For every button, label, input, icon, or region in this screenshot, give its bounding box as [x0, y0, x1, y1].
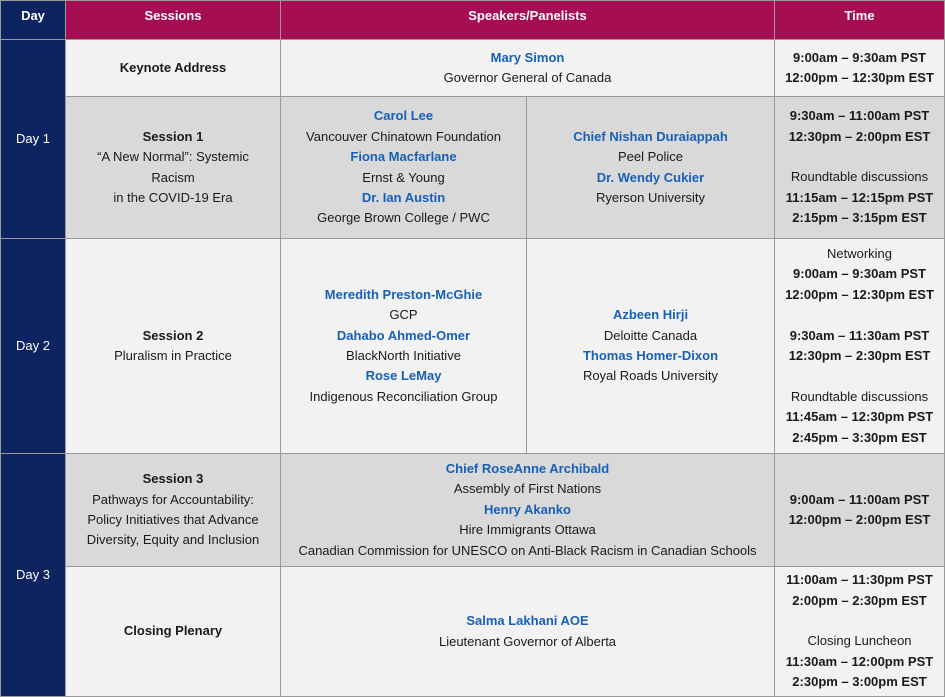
session-3-subtitle-line: Diversity, Equity and Inclusion	[86, 532, 260, 548]
spacer	[775, 305, 944, 325]
speaker-name: Meredith Preston-McGhie	[324, 286, 483, 302]
speaker-name: Fiona Macfarlane	[350, 149, 457, 165]
session-3-time	[775, 454, 945, 567]
time-pst: 9:00am – 9:30am PST	[793, 49, 926, 65]
session-2-time	[775, 239, 945, 454]
speaker-org: Hire Immigrants Ottawa	[459, 522, 596, 538]
speaker-org: GCP	[389, 307, 418, 323]
roundtable-label: Roundtable discussions	[790, 388, 929, 404]
speaker-org: Canadian Commission for UNESCO on Anti-Black Racism in Canadian Schools	[298, 542, 757, 558]
keynote-time	[775, 40, 945, 97]
networking-label: Networking	[826, 245, 893, 261]
speaker-org: Vancouver Chinatown Foundation	[306, 128, 501, 144]
luncheon-label: Closing Luncheon	[807, 633, 912, 649]
closing-session-title: Closing Plenary	[123, 623, 223, 639]
closing-speakers	[281, 567, 775, 697]
networking-pst: 9:00am – 9:30am PST	[793, 266, 926, 282]
header-day: Day	[1, 1, 66, 40]
time-est: 12:30pm – 2:00pm EST	[788, 128, 931, 144]
speaker-org: Royal Roads University	[582, 368, 719, 384]
closing-time	[775, 567, 945, 697]
speaker-org: Lieutenant Governor of Alberta	[438, 633, 617, 649]
luncheon-pst: 11:30am – 12:00pm PST	[785, 653, 934, 669]
session-1-subtitle-line: in the COVID-19 Era	[113, 189, 233, 205]
speaker-org: Deloitte Canada	[603, 327, 698, 343]
roundtable-pst: 11:45am – 12:30pm PST	[785, 409, 934, 425]
speaker-name: Azbeen Hirji	[612, 307, 689, 323]
speaker-org: Governor General of Canada	[443, 70, 612, 85]
speaker-name: Thomas Homer-Dixon	[582, 348, 719, 363]
time-est: 12:00pm – 12:30pm EST	[785, 70, 934, 85]
speaker-org: Ryerson University	[595, 189, 706, 205]
session-2-title: Session 2	[142, 327, 204, 343]
session-1-speakers-right	[527, 97, 775, 239]
session-2-subtitle: Pluralism in Practice	[114, 348, 232, 363]
session-3-subtitle-line: Pathways for Accountability:	[92, 491, 254, 507]
networking-est: 12:00pm – 12:30pm EST	[785, 286, 934, 302]
speaker-name: Chief RoseAnne Archibald	[445, 460, 610, 476]
time-pst: 9:30am – 11:30am PST	[789, 327, 930, 343]
day-3-cell: Day 3	[1, 454, 66, 697]
time-pst: 9:30am – 11:00am PST	[789, 108, 930, 124]
speaker-name: Mary Simon	[490, 49, 565, 65]
spacer	[775, 366, 944, 386]
spacer	[775, 147, 944, 167]
session-1-speakers-left	[281, 97, 527, 239]
time-pst: 9:00am – 11:00am PST	[789, 491, 930, 507]
roundtable-est: 2:45pm – 3:30pm EST	[792, 429, 927, 445]
session-1-subtitle-line: “A New Normal”: Systemic	[97, 149, 249, 165]
header-row	[1, 1, 945, 40]
time-est: 2:00pm – 2:30pm EST	[792, 592, 927, 608]
roundtable-est: 2:15pm – 3:15pm EST	[792, 210, 927, 226]
time-est: 12:30pm – 2:30pm EST	[788, 348, 931, 363]
roundtable-pst: 11:15am – 12:15pm PST	[785, 189, 934, 205]
speaker-name: Carol Lee	[373, 108, 434, 124]
speaker-name: Rose LeMay	[365, 368, 442, 384]
session-1-row	[1, 97, 945, 239]
session-3-row	[1, 454, 945, 567]
session-2-cell	[66, 239, 281, 454]
session-1-subtitle-line: Racism	[151, 169, 195, 185]
day-2-cell: Day 2	[1, 239, 66, 454]
session-2-speakers-right	[527, 239, 775, 454]
session-1-cell	[66, 97, 281, 239]
speaker-org: George Brown College / PWC	[317, 210, 490, 226]
session-3-subtitle-line: Policy Initiatives that Advance	[87, 512, 259, 527]
closing-session	[66, 567, 281, 697]
header-time: Time	[775, 1, 945, 40]
session-2-row	[1, 239, 945, 454]
keynote-speakers	[281, 40, 775, 97]
session-1-time	[775, 97, 945, 239]
session-2-speakers-left	[281, 239, 527, 454]
session-3-cell	[66, 454, 281, 567]
speaker-name: Dr. Wendy Cukier	[596, 169, 705, 185]
speaker-name: Henry Akanko	[484, 501, 571, 517]
header-sessions: Sessions	[66, 1, 281, 40]
spacer	[775, 611, 944, 631]
keynote-row	[1, 40, 945, 97]
header-speakers: Speakers/Panelists	[281, 1, 775, 40]
speaker-org: Assembly of First Nations	[453, 481, 602, 497]
speaker-name: Dr. Ian Austin	[361, 189, 446, 205]
speaker-org: Peel Police	[617, 149, 684, 165]
speaker-org: BlackNorth Initiative	[346, 348, 461, 363]
luncheon-est: 2:30pm – 3:00pm EST	[792, 674, 927, 690]
session-3-title: Session 3	[142, 471, 204, 487]
day-1-cell: Day 1	[1, 40, 66, 239]
session-1-title: Session 1	[142, 128, 204, 144]
speaker-org: Indigenous Reconciliation Group	[309, 388, 498, 404]
speaker-org: Ernst & Young	[362, 169, 445, 185]
speaker-name: Dahabo Ahmed-Omer	[336, 327, 471, 343]
time-est: 12:00pm – 2:00pm EST	[788, 512, 931, 527]
keynote-session	[66, 40, 281, 97]
closing-row	[1, 567, 945, 697]
roundtable-label: Roundtable discussions	[790, 169, 929, 185]
time-pst: 11:00am – 11:30pm PST	[786, 572, 933, 588]
session-3-speakers	[281, 454, 775, 567]
keynote-session-title: Keynote Address	[119, 59, 227, 75]
speaker-name: Salma Lakhani AOE	[466, 613, 589, 629]
speaker-name: Chief Nishan Duraiappah	[573, 128, 728, 144]
